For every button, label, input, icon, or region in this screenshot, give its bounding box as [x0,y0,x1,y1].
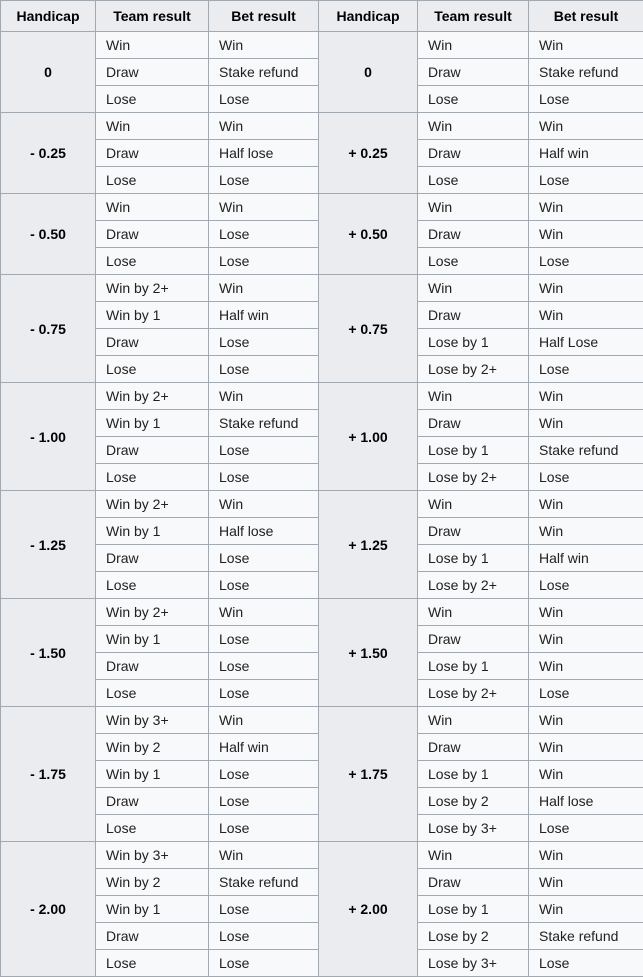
bet-result-cell-left: Lose [209,950,319,977]
team-result-cell-left: Win [96,32,209,59]
header-cell-handicap-right: Handicap [319,1,418,32]
team-result-cell-right: Lose by 2+ [418,356,529,383]
team-result-cell-right: Draw [418,518,529,545]
bet-result-cell-left: Lose [209,572,319,599]
team-result-cell-left: Lose [96,464,209,491]
bet-result-cell-right: Half win [529,545,643,572]
team-result-cell-right: Lose by 3+ [418,815,529,842]
header-cell-handicap-left: Handicap [1,1,96,32]
bet-result-cell-right: Half Lose [529,329,643,356]
table-row [1,599,643,626]
team-result-cell-left: Win [96,113,209,140]
team-result-cell-right: Win [418,113,529,140]
handicap-cell-left: - 0.25 [1,113,96,194]
bet-result-cell-left: Lose [209,923,319,950]
team-result-cell-left: Draw [96,329,209,356]
team-result-cell-right: Lose by 1 [418,437,529,464]
team-result-cell-left: Win by 1 [96,302,209,329]
team-result-cell-right: Draw [418,734,529,761]
bet-result-cell-right: Win [529,275,643,302]
handicap-cell-right: + 2.00 [319,842,418,977]
bet-result-cell-left: Lose [209,86,319,113]
team-result-cell-left: Draw [96,545,209,572]
team-result-cell-right: Win [418,599,529,626]
team-result-cell-left: Lose [96,167,209,194]
team-result-cell-right: Lose by 1 [418,545,529,572]
bet-result-cell-right: Lose [529,464,643,491]
team-result-cell-right: Lose by 2 [418,923,529,950]
team-result-cell-left: Lose [96,680,209,707]
team-result-cell-right: Lose by 1 [418,761,529,788]
team-result-cell-right: Lose by 1 [418,329,529,356]
team-result-cell-right: Lose by 3+ [418,950,529,977]
handicap-cell-left: - 1.50 [1,599,96,707]
header-cell-bet-result-right: Bet result [529,1,643,32]
handicap-cell-right: + 1.75 [319,707,418,842]
team-result-cell-left: Win by 2+ [96,491,209,518]
bet-result-cell-right: Win [529,761,643,788]
team-result-cell-left: Win by 1 [96,761,209,788]
bet-result-cell-left: Lose [209,248,319,275]
team-result-cell-left: Lose [96,815,209,842]
team-result-cell-left: Draw [96,221,209,248]
bet-result-cell-right: Lose [529,815,643,842]
team-result-cell-left: Win [96,194,209,221]
team-result-cell-right: Draw [418,410,529,437]
bet-result-cell-right: Stake refund [529,59,643,86]
handicap-cell-left: - 0.50 [1,194,96,275]
team-result-cell-right: Win [418,707,529,734]
bet-result-cell-right: Lose [529,356,643,383]
table-row [1,32,643,59]
team-result-cell-right: Draw [418,626,529,653]
team-result-cell-right: Draw [418,221,529,248]
bet-result-cell-left: Lose [209,626,319,653]
team-result-cell-left: Draw [96,437,209,464]
bet-result-cell-right: Half lose [529,788,643,815]
bet-result-cell-right: Win [529,896,643,923]
header-row [1,1,643,32]
team-result-cell-left: Draw [96,788,209,815]
team-result-cell-right: Lose by 2+ [418,680,529,707]
bet-result-cell-left: Win [209,491,319,518]
table-row [1,491,643,518]
handicap-cell-right: 0 [319,32,418,113]
team-result-cell-right: Lose [418,248,529,275]
team-result-cell-left: Draw [96,140,209,167]
bet-result-cell-right: Lose [529,572,643,599]
bet-result-cell-left: Lose [209,356,319,383]
team-result-cell-left: Draw [96,923,209,950]
bet-result-cell-left: Lose [209,545,319,572]
team-result-cell-left: Win by 1 [96,626,209,653]
team-result-cell-left: Win by 1 [96,896,209,923]
bet-result-cell-left: Win [209,194,319,221]
table-row [1,113,643,140]
bet-result-cell-right: Lose [529,680,643,707]
handicap-cell-right: + 0.75 [319,275,418,383]
bet-result-cell-left: Win [209,707,319,734]
team-result-cell-right: Lose by 1 [418,896,529,923]
table-row [1,275,643,302]
bet-result-cell-right: Win [529,869,643,896]
bet-result-cell-right: Win [529,842,643,869]
bet-result-cell-left: Lose [209,329,319,356]
bet-result-cell-right: Lose [529,167,643,194]
team-result-cell-left: Win by 1 [96,410,209,437]
bet-result-cell-left: Lose [209,464,319,491]
team-result-cell-left: Win by 2+ [96,599,209,626]
bet-result-cell-left: Win [209,599,319,626]
bet-result-cell-left: Lose [209,653,319,680]
bet-result-cell-left: Lose [209,680,319,707]
team-result-cell-right: Win [418,32,529,59]
bet-result-cell-left: Half win [209,734,319,761]
bet-result-cell-left: Stake refund [209,410,319,437]
table-row [1,194,643,221]
handicap-cell-right: + 1.50 [319,599,418,707]
bet-result-cell-left: Stake refund [209,59,319,86]
team-result-cell-left: Lose [96,86,209,113]
team-result-cell-right: Lose [418,167,529,194]
team-result-cell-right: Win [418,275,529,302]
header-cell-bet-result-left: Bet result [209,1,319,32]
team-result-cell-right: Win [418,842,529,869]
bet-result-cell-left: Stake refund [209,869,319,896]
bet-result-cell-right: Win [529,518,643,545]
team-result-cell-left: Lose [96,248,209,275]
team-result-cell-left: Win by 2 [96,734,209,761]
bet-result-cell-left: Lose [209,437,319,464]
team-result-cell-left: Lose [96,356,209,383]
table-row [1,842,643,869]
handicap-cell-left: - 1.25 [1,491,96,599]
bet-result-cell-left: Lose [209,815,319,842]
team-result-cell-left: Win by 3+ [96,842,209,869]
handicap-cell-right: + 0.50 [319,194,418,275]
bet-result-cell-right: Win [529,491,643,518]
bet-result-cell-left: Lose [209,761,319,788]
bet-result-cell-right: Win [529,599,643,626]
header-cell-team-result-right: Team result [418,1,529,32]
bet-result-cell-left: Lose [209,221,319,248]
bet-result-cell-left: Lose [209,167,319,194]
bet-result-cell-right: Win [529,734,643,761]
bet-result-cell-left: Win [209,275,319,302]
team-result-cell-right: Draw [418,302,529,329]
bet-result-cell-right: Win [529,302,643,329]
team-result-cell-left: Lose [96,572,209,599]
bet-result-cell-left: Win [209,383,319,410]
team-result-cell-right: Lose by 2 [418,788,529,815]
team-result-cell-left: Draw [96,653,209,680]
bet-result-cell-right: Lose [529,86,643,113]
bet-result-cell-right: Lose [529,950,643,977]
team-result-cell-right: Win [418,383,529,410]
bet-result-cell-right: Win [529,707,643,734]
bet-result-cell-right: Win [529,32,643,59]
bet-result-cell-right: Stake refund [529,923,643,950]
handicap-cell-left: - 0.75 [1,275,96,383]
table-row [1,383,643,410]
bet-result-cell-left: Lose [209,788,319,815]
handicap-cell-left: - 1.75 [1,707,96,842]
team-result-cell-left: Lose [96,950,209,977]
header-cell-team-result-left: Team result [96,1,209,32]
team-result-cell-right: Win [418,491,529,518]
table-row [1,707,643,734]
bet-result-cell-left: Win [209,842,319,869]
handicap-cell-left: - 1.00 [1,383,96,491]
team-result-cell-right: Win [418,194,529,221]
bet-result-cell-left: Half lose [209,140,319,167]
team-result-cell-left: Win by 3+ [96,707,209,734]
handicap-cell-right: + 0.25 [319,113,418,194]
bet-result-cell-right: Win [529,194,643,221]
handicap-cell-left: - 2.00 [1,842,96,977]
team-result-cell-left: Win by 1 [96,518,209,545]
team-result-cell-left: Win by 2+ [96,275,209,302]
handicap-cell-right: + 1.25 [319,491,418,599]
bet-result-cell-right: Half win [529,140,643,167]
team-result-cell-left: Win by 2+ [96,383,209,410]
team-result-cell-left: Draw [96,59,209,86]
team-result-cell-right: Lose [418,86,529,113]
bet-result-cell-left: Half win [209,302,319,329]
bet-result-cell-right: Lose [529,248,643,275]
bet-result-cell-right: Win [529,410,643,437]
team-result-cell-right: Lose by 1 [418,653,529,680]
bet-result-cell-right: Win [529,383,643,410]
team-result-cell-right: Draw [418,140,529,167]
bet-result-cell-left: Lose [209,896,319,923]
team-result-cell-right: Draw [418,59,529,86]
handicap-cell-left: 0 [1,32,96,113]
bet-result-cell-left: Win [209,113,319,140]
handicap-cell-right: + 1.00 [319,383,418,491]
team-result-cell-right: Lose by 2+ [418,464,529,491]
bet-result-cell-right: Stake refund [529,437,643,464]
bet-result-cell-left: Win [209,32,319,59]
bet-result-cell-right: Win [529,653,643,680]
team-result-cell-right: Draw [418,869,529,896]
team-result-cell-left: Win by 2 [96,869,209,896]
bet-result-cell-left: Half lose [209,518,319,545]
bet-result-cell-right: Win [529,626,643,653]
bet-result-cell-right: Win [529,113,643,140]
bet-result-cell-right: Win [529,221,643,248]
team-result-cell-right: Lose by 2+ [418,572,529,599]
